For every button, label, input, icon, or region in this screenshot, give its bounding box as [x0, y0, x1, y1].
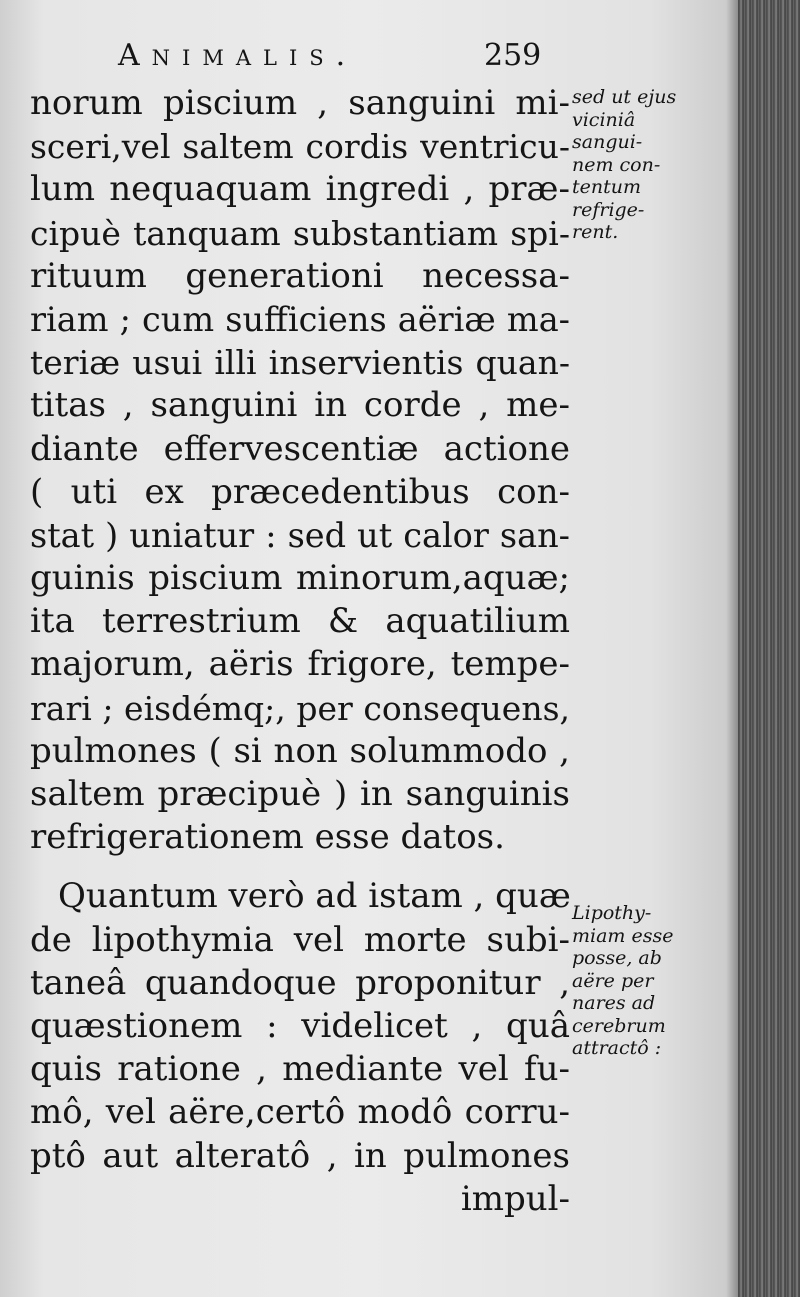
text-line: majorum, aëris frigore, tempe-	[30, 644, 570, 685]
text-line: diante effervescentiæ actione	[30, 428, 570, 469]
text-line: ( uti ex præcedentibus con-	[30, 471, 570, 512]
page-edges	[738, 0, 800, 1297]
margin-note-2	[572, 902, 702, 1060]
margin-note-line: sed ut ejus	[572, 86, 677, 108]
margin-note-line: sangui-	[572, 131, 643, 153]
text-line: rituum generationi necessa-	[30, 255, 570, 296]
text-line: teriæ usui illi inservientis quan-	[30, 343, 570, 383]
margin-note-line: aëre per	[572, 969, 654, 992]
text-line: quis ratione , mediante vel fu-	[30, 1049, 570, 1090]
margin-note-line: miam esse	[572, 924, 674, 947]
text-line: titas , sanguini in corde , me-	[30, 385, 570, 426]
text-line: saltem præcipuè ) in sanguinis	[30, 774, 570, 814]
text-line: Quantum verò ad istam , quæ	[58, 876, 571, 917]
paragraph-1	[30, 82, 570, 859]
text-line: guinis piscium minorum,aquæ;	[30, 558, 570, 599]
margin-note-line: Lipothy-	[572, 902, 652, 924]
text-line: ptô aut alteratô , in pulmones	[30, 1135, 570, 1176]
text-line: ita terrestrium & aquatilium	[30, 601, 570, 642]
margin-note-line: cerebrum	[572, 1014, 666, 1037]
catchword: impul-	[460, 1178, 570, 1219]
text-line: mô, vel aëre,certô modô corru-	[30, 1092, 570, 1133]
running-title: Animalis.	[118, 38, 358, 73]
margin-note-line: nares ad	[572, 992, 656, 1014]
margin-note-line: attractô :	[572, 1037, 662, 1059]
text-line: lum nequaquam ingredi , præ-	[30, 169, 570, 210]
margin-note-line: refrige-	[572, 198, 645, 221]
text-line: riam ; cum sufficiens aëriæ ma-	[30, 299, 570, 339]
margin-note-line: rent.	[572, 221, 619, 243]
text-line: rari ; eisdémq;, per consequens,	[30, 688, 570, 728]
margin-note-line: posse, ab	[572, 947, 662, 969]
margin-note-1	[572, 86, 702, 244]
text-line: pulmones ( si non solummodo ,	[30, 730, 570, 771]
margin-note-line: viciniâ	[572, 108, 636, 131]
text-line: quæstionem : videlicet , quâ	[30, 1005, 570, 1046]
text-line: cipuè tanquam substantiam spi-	[30, 213, 570, 253]
margin-note-line: nem con-	[572, 153, 661, 176]
main-text	[30, 82, 570, 1221]
margin-note-line: tentum	[572, 176, 642, 198]
text-line: norum piscium , sanguini mi-	[30, 83, 570, 123]
text-line: taneâ quandoque proponitur ,	[30, 962, 570, 1003]
page-number: 259	[484, 38, 542, 73]
page-header	[110, 38, 570, 78]
text-line: de lipothymia vel morte subi-	[30, 919, 570, 960]
text-line: refrigerationem esse datos.	[30, 817, 505, 858]
text-line: sceri,vel saltem cordis ventricu-	[30, 127, 570, 167]
paragraph-2	[30, 875, 570, 1221]
text-line: stat ) uniatur : sed ut calor san-	[30, 515, 570, 555]
